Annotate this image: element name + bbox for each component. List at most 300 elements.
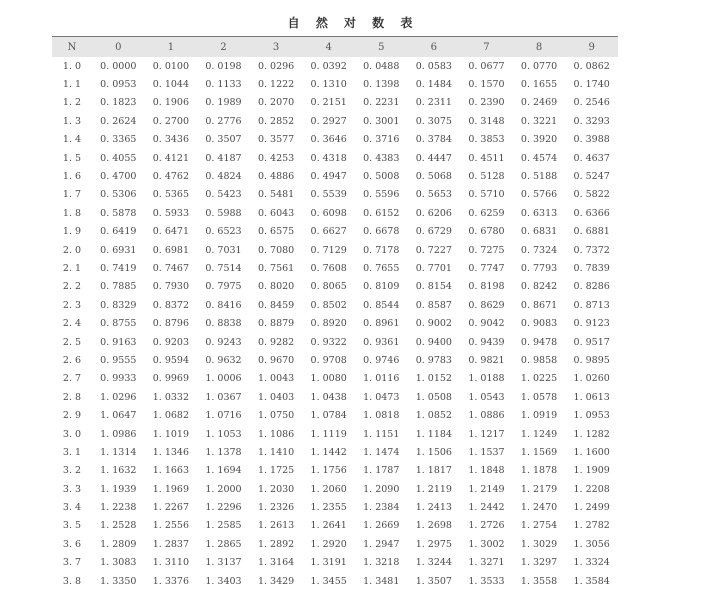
table-cell: 1. 0613 [573, 391, 610, 403]
table-cell: 0. 7324 [520, 244, 558, 256]
table-cell: 0. 8154 [415, 281, 452, 293]
table-cell: 1. 1442 [310, 446, 347, 458]
table-cell: 1. 1600 [573, 446, 610, 458]
table-cell: 1. 3403 [205, 575, 242, 587]
table-cell: 1. 1878 [520, 465, 558, 477]
table-cell: 0. 6098 [310, 207, 347, 219]
table-cell: 0. 7275 [468, 244, 505, 256]
table-cell: 0. 9632 [205, 354, 242, 366]
table-cell: 1. 0543 [468, 391, 505, 403]
table-cell: 0. 3075 [415, 115, 452, 127]
table-cell: 0. 6881 [573, 226, 610, 238]
table-cell: 0. 6981 [152, 244, 190, 256]
table-cell: 1. 0043 [257, 373, 295, 385]
table-cell: 1. 3137 [205, 557, 242, 569]
column-header: 2 [220, 41, 227, 53]
table-cell: 1. 2149 [468, 483, 505, 495]
table-cell: 0. 3507 [205, 134, 242, 146]
log-table-container [52, 36, 618, 590]
table-cell: 0. 5481 [257, 189, 295, 201]
table-row [52, 94, 618, 112]
table-cell: 0. 7655 [363, 262, 400, 274]
table-cell: 1. 2947 [363, 538, 400, 550]
table-cell: 0. 5596 [363, 189, 400, 201]
table-cell: 0. 2070 [257, 97, 295, 109]
row-label-cell: 3. 4 [62, 502, 82, 514]
table-cell: 1. 0473 [363, 391, 400, 403]
table-cell: 1. 3164 [257, 557, 295, 569]
table-cell: 1. 2837 [152, 538, 190, 550]
table-cell: 1. 2384 [363, 502, 400, 514]
table-row [52, 462, 618, 480]
table-cell: 1. 0886 [468, 410, 505, 422]
table-cell: 0. 3646 [310, 134, 347, 146]
row-label-cell: 3. 1 [62, 446, 82, 458]
table-cell: 0. 5933 [152, 207, 190, 219]
table-cell: 1. 1282 [573, 428, 610, 440]
table-cell: 1. 1151 [363, 428, 400, 440]
table-cell: 0. 3716 [363, 134, 400, 146]
table-cell: 0. 9933 [100, 373, 137, 385]
table-cell: 1. 0682 [152, 410, 190, 422]
table-cell: 0. 4511 [468, 152, 505, 164]
table-cell: 1. 3481 [363, 575, 400, 587]
table-cell: 1. 0508 [415, 391, 452, 403]
table-cell: 0. 3436 [152, 134, 190, 146]
table-cell: 0. 7839 [573, 262, 610, 274]
table-cell: 0. 6931 [100, 244, 137, 256]
table-row [52, 204, 618, 222]
table-cell: 0. 8020 [257, 281, 295, 293]
table-cell: 1. 1184 [415, 428, 452, 440]
table-cell: 1. 0116 [363, 373, 400, 385]
table-row [52, 370, 618, 388]
row-label-cell: 2. 7 [62, 373, 82, 385]
table-cell: 0. 8961 [363, 318, 400, 330]
table-cell: 0. 2151 [310, 97, 347, 109]
table-cell: 0. 7372 [573, 244, 610, 256]
table-cell: 1. 1410 [257, 446, 295, 458]
table-cell: 1. 3324 [573, 557, 610, 569]
table-cell: 0. 1906 [152, 97, 190, 109]
table-cell: 0. 2231 [363, 97, 400, 109]
page-title: 自 然 对 数 表 [287, 16, 419, 30]
table-cell: 1. 3376 [152, 575, 190, 587]
table-cell: 0. 8109 [363, 281, 400, 293]
table-cell: 0. 3365 [100, 134, 137, 146]
table-cell: 0. 7178 [363, 244, 400, 256]
table-cell: 1. 2030 [257, 483, 295, 495]
table-cell: 0. 8544 [363, 299, 400, 311]
table-cell: 0. 3001 [363, 115, 400, 127]
table-row [52, 149, 618, 167]
table-cell: 0. 8838 [205, 318, 242, 330]
table-cell: 0. 5710 [468, 189, 505, 201]
table-cell: 1. 0260 [573, 373, 610, 385]
table-cell: 1. 0332 [152, 391, 190, 403]
row-label-cell: 2. 4 [62, 318, 82, 330]
table-cell: 1. 2000 [205, 483, 242, 495]
table-cell: 0. 8286 [573, 281, 610, 293]
table-cell: 0. 6419 [100, 226, 137, 238]
table-cell: 0. 8713 [573, 299, 610, 311]
table-cell: 0. 9123 [573, 318, 610, 330]
row-label-cell: 1. 6 [62, 171, 82, 183]
table-cell: 0. 0862 [573, 60, 610, 72]
table-cell: 0. 4383 [363, 152, 400, 164]
table-row [52, 259, 618, 277]
table-cell: 1. 3507 [415, 575, 452, 587]
table-cell: 0. 7514 [205, 262, 242, 274]
table-cell: 1. 3218 [363, 557, 400, 569]
table-cell: 1. 1663 [152, 465, 190, 477]
row-label-cell: 3. 0 [62, 428, 82, 440]
table-cell: 0. 3293 [573, 115, 610, 127]
table-row [52, 517, 618, 535]
table-cell: 0. 0770 [520, 60, 558, 72]
table-cell: 0. 8459 [257, 299, 295, 311]
table-cell: 0. 7701 [415, 262, 452, 274]
table-cell: 0. 5365 [152, 189, 190, 201]
table-cell: 0. 5878 [100, 207, 137, 219]
table-cell: 0. 9969 [152, 373, 190, 385]
table-cell: 1. 1378 [205, 446, 242, 458]
table-cell: 0. 9783 [415, 354, 452, 366]
table-cell: 1. 2179 [520, 483, 558, 495]
table-cell: 0. 2546 [573, 97, 610, 109]
table-cell: 1. 0852 [415, 410, 452, 422]
table-cell: 0. 3221 [520, 115, 558, 127]
table-cell: 0. 6259 [468, 207, 505, 219]
table-cell: 1. 1725 [257, 465, 295, 477]
table-row [52, 351, 618, 369]
table-cell: 1. 3191 [310, 557, 347, 569]
table-cell: 0. 2469 [520, 97, 558, 109]
table-cell: 1. 3558 [520, 575, 558, 587]
table-cell: 1. 0438 [310, 391, 347, 403]
table-cell: 0. 5068 [415, 171, 452, 183]
table-cell: 0. 6780 [468, 226, 505, 238]
natural-log-table [52, 36, 618, 590]
table-cell: 0. 6471 [152, 226, 190, 238]
table-cell: 0. 6152 [363, 207, 400, 219]
table-cell: 1. 2556 [152, 520, 190, 532]
table-row [52, 241, 618, 259]
table-cell: 0. 9895 [573, 354, 610, 366]
table-cell: 0. 4700 [100, 171, 137, 183]
table-cell: 0. 9042 [468, 318, 505, 330]
table-cell: 0. 6678 [363, 226, 400, 238]
table-cell: 0. 9517 [573, 336, 610, 348]
table-cell: 0. 2311 [415, 97, 452, 109]
table-cell: 0. 5423 [205, 189, 242, 201]
table-cell: 0. 8416 [205, 299, 242, 311]
table-cell: 1. 1053 [205, 428, 242, 440]
table-cell: 0. 0392 [310, 60, 347, 72]
table-cell: 1. 2413 [415, 502, 452, 514]
table-cell: 0. 8372 [152, 299, 190, 311]
table-cell: 1. 0006 [205, 373, 242, 385]
table-cell: 1. 2669 [363, 520, 400, 532]
table-row [52, 131, 618, 149]
table-cell: 1. 0152 [415, 373, 452, 385]
table-cell: 0. 7227 [415, 244, 452, 256]
table-cell: 0. 7419 [100, 262, 137, 274]
row-label-cell: 2. 5 [62, 336, 82, 348]
table-cell: 1. 1756 [310, 465, 347, 477]
table-cell: 0. 2852 [257, 115, 295, 127]
table-cell: 1. 1569 [520, 446, 558, 458]
table-cell: 0. 7031 [205, 244, 242, 256]
table-cell: 0. 6313 [520, 207, 558, 219]
row-label-cell: 1. 8 [62, 207, 82, 219]
table-cell: 0. 8502 [310, 299, 347, 311]
table-cell: 0. 8198 [468, 281, 505, 293]
table-cell: 0. 1222 [257, 79, 295, 91]
table-cell: 1. 3271 [468, 557, 505, 569]
column-header: N [67, 41, 77, 53]
table-cell: 1. 2090 [363, 483, 400, 495]
row-label-cell: 1. 5 [62, 152, 82, 164]
table-cell: 0. 4637 [573, 152, 610, 164]
row-label-cell: 3. 6 [62, 538, 82, 550]
table-cell: 0. 6627 [310, 226, 347, 238]
table-cell: 1. 1787 [363, 465, 400, 477]
table-cell: 1. 0225 [520, 373, 558, 385]
table-cell: 0. 7129 [310, 244, 347, 256]
table-cell: 0. 4187 [205, 152, 242, 164]
table-cell: 0. 6206 [415, 207, 452, 219]
table-cell: 0. 0296 [257, 60, 295, 72]
table-cell: 1. 3002 [468, 538, 505, 550]
table-cell: 1. 0367 [205, 391, 242, 403]
table-cell: 0. 1398 [363, 79, 400, 91]
row-label-cell: 2. 1 [62, 262, 82, 274]
header-row [52, 37, 618, 58]
table-cell: 0. 9478 [520, 336, 558, 348]
table-cell: 0. 9708 [310, 354, 347, 366]
table-cell: 1. 2470 [520, 502, 558, 514]
table-cell: 1. 1632 [100, 465, 137, 477]
table-cell: 0. 0677 [468, 60, 505, 72]
table-cell: 0. 5766 [520, 189, 558, 201]
table-cell: 1. 2296 [205, 502, 242, 514]
table-cell: 1. 0647 [100, 410, 137, 422]
table-cell: 1. 1537 [468, 446, 505, 458]
table-cell: 1. 3056 [573, 538, 610, 550]
row-label-cell: 3. 5 [62, 520, 82, 532]
table-cell: 0. 7080 [257, 244, 295, 256]
table-cell: 1. 2782 [573, 520, 610, 532]
table-cell: 0. 4574 [520, 152, 558, 164]
table-cell: 0. 4253 [257, 152, 295, 164]
table-row [52, 57, 618, 75]
column-header: 0 [115, 41, 122, 53]
row-label-cell: 3. 8 [62, 575, 82, 587]
table-row [52, 278, 618, 296]
table-row [52, 498, 618, 516]
table-cell: 0. 9322 [310, 336, 347, 348]
table-cell: 0. 6831 [520, 226, 558, 238]
table-cell: 0. 8242 [520, 281, 558, 293]
table-cell: 1. 2698 [415, 520, 452, 532]
table-cell: 1. 0986 [100, 428, 137, 440]
table-cell: 0. 1740 [573, 79, 610, 91]
table-cell: 0. 7747 [468, 262, 505, 274]
table-cell: 1. 3584 [573, 575, 610, 587]
table-cell: 0. 6575 [257, 226, 295, 238]
row-label-cell: 2. 0 [62, 244, 82, 256]
table-cell: 0. 3577 [257, 134, 295, 146]
table-cell: 0. 3784 [415, 134, 452, 146]
table-cell: 0. 3853 [468, 134, 505, 146]
table-cell: 1. 2892 [257, 538, 295, 550]
table-cell: 1. 1909 [573, 465, 610, 477]
table-cell: 0. 9746 [363, 354, 400, 366]
table-cell: 0. 5988 [205, 207, 242, 219]
row-label-cell: 1. 0 [62, 60, 82, 72]
table-row [52, 314, 618, 332]
table-cell: 1. 0784 [310, 410, 347, 422]
row-label-cell: 3. 3 [62, 483, 82, 495]
table-cell: 0. 7793 [520, 262, 558, 274]
table-row [52, 443, 618, 461]
column-header: 6 [430, 41, 438, 53]
table-cell: 0. 0488 [363, 60, 400, 72]
table-cell: 0. 5306 [100, 189, 137, 201]
row-label-cell: 1. 3 [62, 115, 82, 127]
table-cell: 1. 0578 [520, 391, 558, 403]
table-cell: 0. 2624 [100, 115, 137, 127]
row-label-cell: 2. 9 [62, 410, 82, 422]
table-cell: 1. 3455 [310, 575, 347, 587]
table-cell: 1. 1506 [415, 446, 452, 458]
column-header: 5 [378, 41, 385, 53]
table-cell: 1. 0750 [257, 410, 295, 422]
table-cell: 0. 9594 [152, 354, 190, 366]
table-cell: 1. 2613 [257, 520, 295, 532]
table-cell: 1. 2865 [205, 538, 242, 550]
table-cell: 0. 1044 [152, 79, 190, 91]
table-cell: 0. 7930 [152, 281, 190, 293]
table-row [52, 296, 618, 314]
table-cell: 1. 2326 [257, 502, 295, 514]
table-cell: 0. 4447 [415, 152, 452, 164]
table-cell: 0. 9439 [468, 336, 505, 348]
table-cell: 1. 2208 [573, 483, 610, 495]
row-label-cell: 1. 9 [62, 226, 82, 238]
table-row [52, 554, 618, 572]
table-cell: 1. 2355 [310, 502, 347, 514]
table-cell: 0. 3920 [520, 134, 558, 146]
table-cell: 1. 0403 [257, 391, 295, 403]
table-cell: 0. 9243 [205, 336, 242, 348]
table-cell: 0. 9083 [520, 318, 558, 330]
row-label-cell: 2. 6 [62, 354, 82, 366]
table-cell: 1. 3350 [100, 575, 137, 587]
table-cell: 1. 2754 [520, 520, 558, 532]
table-cell: 0. 2776 [205, 115, 242, 127]
table-cell: 0. 9400 [415, 336, 452, 348]
table-cell: 0. 5822 [573, 189, 610, 201]
table-cell: 1. 0296 [100, 391, 137, 403]
table-cell: 1. 3533 [468, 575, 505, 587]
row-label-cell: 1. 4 [62, 134, 82, 146]
table-cell: 1. 2920 [310, 538, 347, 550]
table-row [52, 167, 618, 185]
table-row [52, 333, 618, 351]
table-cell: 0. 4318 [310, 152, 347, 164]
table-cell: 0. 6366 [573, 207, 610, 219]
table-cell: 0. 9361 [363, 336, 400, 348]
table-row [52, 572, 618, 590]
table-cell: 0. 0953 [100, 79, 137, 91]
table-cell: 0. 6729 [415, 226, 452, 238]
table-cell: 0. 6523 [205, 226, 242, 238]
table-row [52, 223, 618, 241]
table-cell: 0. 9555 [100, 354, 137, 366]
table-cell: 1. 1346 [152, 446, 190, 458]
table-cell: 1. 3083 [100, 557, 137, 569]
table-cell: 1. 3110 [152, 557, 190, 569]
table-cell: 0. 5128 [468, 171, 505, 183]
table-cell: 0. 3988 [573, 134, 610, 146]
table-cell: 1. 2641 [310, 520, 347, 532]
table-row [52, 75, 618, 93]
table-cell: 0. 0100 [152, 60, 190, 72]
table-cell: 0. 1484 [415, 79, 452, 91]
table-cell: 1. 1474 [363, 446, 400, 458]
row-label-cell: 1. 7 [62, 189, 82, 201]
column-header: 8 [535, 41, 543, 53]
table-cell: 1. 2442 [468, 502, 505, 514]
row-label-cell: 2. 2 [62, 281, 82, 293]
table-cell: 0. 8671 [520, 299, 558, 311]
table-cell: 0. 0198 [205, 60, 242, 72]
table-cell: 0. 7885 [100, 281, 137, 293]
table-cell: 0. 9002 [415, 318, 452, 330]
table-row [52, 480, 618, 498]
table-cell: 1. 2975 [415, 538, 452, 550]
row-label-cell: 3. 2 [62, 465, 82, 477]
table-cell: 1. 2238 [100, 502, 137, 514]
table-cell: 0. 0000 [100, 60, 137, 72]
table-cell: 0. 5188 [520, 171, 558, 183]
table-cell: 0. 1823 [100, 97, 137, 109]
table-cell: 0. 6043 [257, 207, 295, 219]
table-cell: 0. 8329 [100, 299, 137, 311]
table-cell: 1. 2585 [205, 520, 242, 532]
table-cell: 0. 4055 [100, 152, 137, 164]
table-cell: 0. 5247 [573, 171, 610, 183]
table-cell: 0. 9163 [100, 336, 137, 348]
table-cell: 1. 1086 [257, 428, 295, 440]
table-cell: 0. 5539 [310, 189, 347, 201]
table-cell: 0. 2927 [310, 115, 347, 127]
table-cell: 1. 1217 [468, 428, 505, 440]
table-cell: 0. 9203 [152, 336, 190, 348]
table-cell: 0. 8920 [310, 318, 347, 330]
table-cell: 1. 0188 [468, 373, 505, 385]
table-cell: 0. 9670 [257, 354, 295, 366]
table-cell: 1. 3244 [415, 557, 452, 569]
column-header: 4 [325, 41, 332, 53]
table-cell: 0. 8796 [152, 318, 190, 330]
table-cell: 0. 4121 [152, 152, 190, 164]
table-cell: 1. 1817 [415, 465, 452, 477]
row-label-cell: 1. 1 [62, 79, 82, 91]
column-header: 9 [588, 41, 595, 53]
